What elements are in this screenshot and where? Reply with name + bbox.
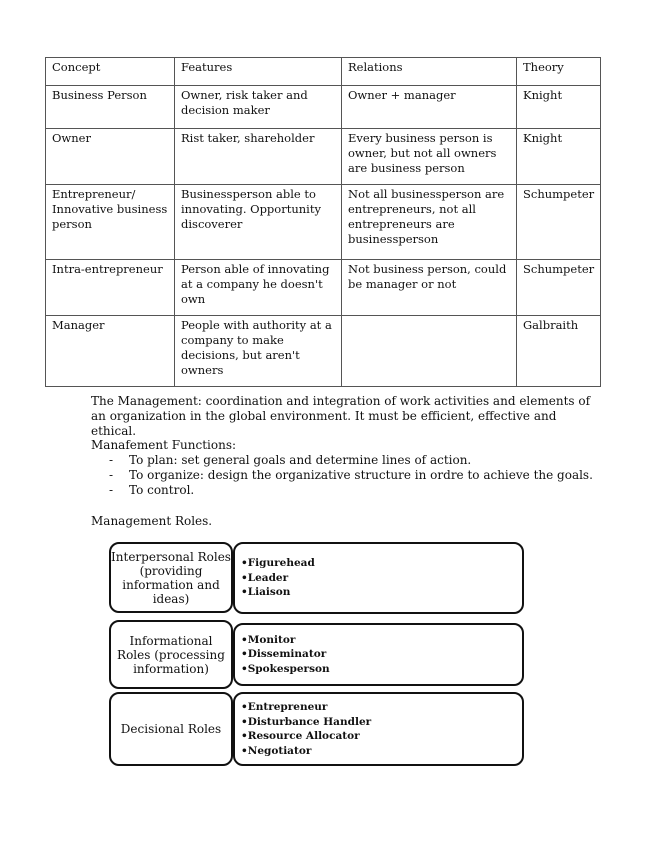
role-item: • Liaison [241,585,522,600]
cell-features: People with authority at a company to make decisions, but aren't owners [175,316,342,387]
functions-list [109,453,593,498]
role-item: • Resource Allocator [241,729,522,744]
dash-bullet: - [109,453,114,467]
dash-bullet: - [109,483,114,497]
cell-relations: Every business person is owner, but not all owners are business person [342,129,517,185]
role-item: • Disseminator [241,647,522,662]
header-relations: Relations [342,58,517,86]
cell-concept: Manager [46,316,175,387]
role-label: Informational Roles (processing information) [109,620,233,689]
function-text: To organize: design the organizative structure in ordre to achieve the goals. [129,468,593,482]
cell-theory: Knight [517,129,601,185]
header-theory: Theory [517,58,601,86]
concepts-table [45,57,601,387]
role-item: • Monitor [241,633,522,648]
cell-features: Person able of innovating at a company he doesn't own [175,260,342,316]
role-label: Decisional Roles [109,692,233,766]
cell-relations: Not business person, could be manager or not [342,260,517,316]
role-items-box [233,542,524,614]
table-header-row [46,58,601,86]
dash-bullet: - [109,468,114,482]
cell-concept: Intra-entrepreneur [46,260,175,316]
cell-concept: Entrepreneur/ Innovative business person [46,185,175,260]
management-definition: The Management: coordination and integration of work activities and elements of an organization in the global environment. It must be efficient, effective and ethical. [91,394,591,438]
cell-features: Rist taker, shareholder [175,129,342,185]
role-label: Interpersonal Roles (providing information and ideas) [109,542,233,613]
functions-title: Manafement Functions: [91,438,237,452]
cell-concept: Business Person [46,86,175,129]
cell-theory: Schumpeter [517,185,601,260]
cell-relations: Not all businessperson are entrepreneurs, not all entrepreneurs are businessperson [342,185,517,260]
list-item [109,468,593,483]
cell-relations [342,316,517,387]
roles-title: Management Roles. [91,514,213,528]
cell-theory: Galbraith [517,316,601,387]
cell-features: Owner, risk taker and decision maker [175,86,342,129]
table-row [46,260,601,316]
role-item: • Negotiator [241,744,522,759]
function-text: To plan: set general goals and determine lines of action. [129,453,472,467]
function-text: To control. [129,483,195,497]
cell-theory: Schumpeter [517,260,601,316]
table-row [46,86,601,129]
cell-relations: Owner + manager [342,86,517,129]
table-row [46,185,601,260]
role-items-box [233,692,524,766]
header-concept: Concept [46,58,175,86]
role-items-box [233,623,524,686]
role-item: • Figurehead [241,556,522,571]
cell-theory: Knight [517,86,601,129]
role-item: • Leader [241,571,522,586]
table-row [46,316,601,387]
role-item: • Entrepreneur [241,700,522,715]
role-item: • Disturbance Handler [241,715,522,730]
list-item [109,453,593,468]
role-item: • Spokesperson [241,662,522,677]
cell-concept: Owner [46,129,175,185]
list-item [109,483,593,498]
cell-features: Businessperson able to innovating. Opportunity discoverer [175,185,342,260]
header-features: Features [175,58,342,86]
table-row [46,129,601,185]
